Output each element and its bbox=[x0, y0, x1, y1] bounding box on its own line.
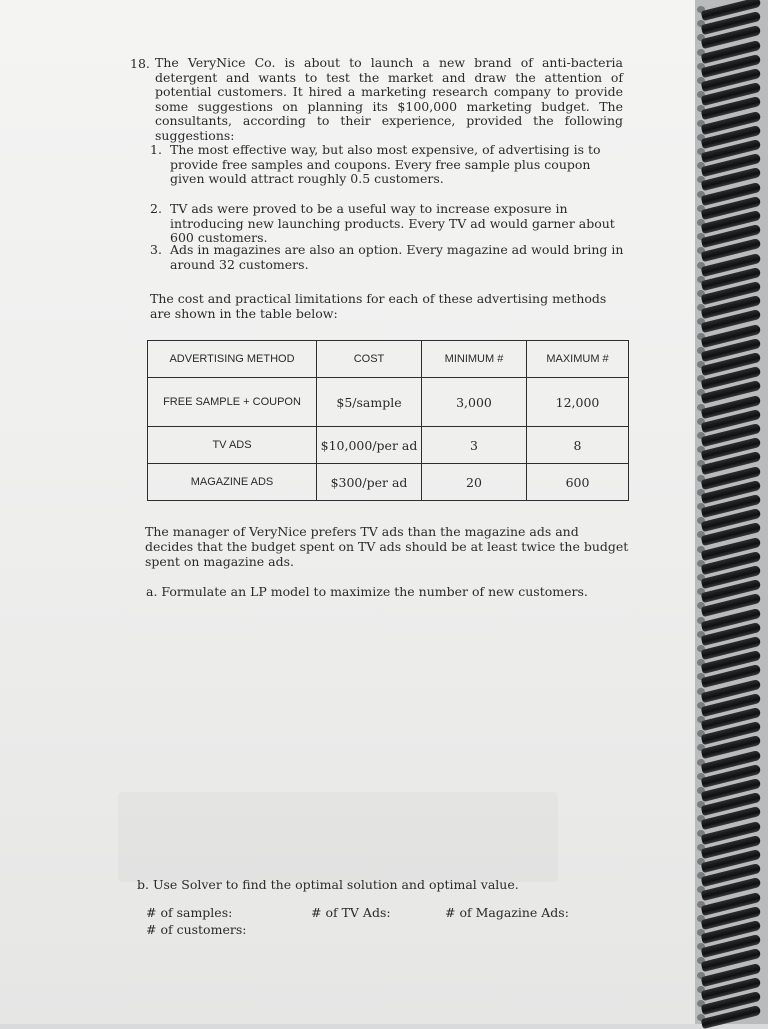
magazine-ads-label: # of Magazine Ads: bbox=[445, 905, 569, 920]
column-header: MINIMUM # bbox=[422, 341, 527, 378]
suggestion-number: 3. bbox=[150, 242, 162, 257]
show-through-shadow bbox=[118, 792, 558, 882]
manager-preference: The manager of VeryNice prefers TV ads than the magazine ads and decides that the budget spent on TV ads should be at least twice the budget spent on magazine ads. bbox=[145, 524, 629, 569]
samples-label: # of samples: bbox=[146, 905, 233, 920]
method-cell: FREE SAMPLE + COUPON bbox=[148, 378, 317, 427]
suggestion-number: 2. bbox=[150, 201, 162, 216]
maximum-cell: 12,000 bbox=[527, 378, 629, 427]
part-a-question: a. Formulate an LP model to maximize the number of new customers. bbox=[146, 584, 588, 599]
minimum-cell: 3,000 bbox=[422, 378, 527, 427]
question-number: 18. bbox=[130, 56, 150, 71]
column-header: COST bbox=[317, 341, 422, 378]
cost-table-intro: The cost and practical limitations for each of these advertising methods are shown in the table below: bbox=[150, 291, 607, 321]
method-cell: TV ADS bbox=[148, 427, 317, 464]
cost-cell: $300/per ad bbox=[317, 464, 422, 501]
table-header-row bbox=[148, 341, 629, 378]
maximum-cell: 8 bbox=[527, 427, 629, 464]
customers-label: # of customers: bbox=[146, 922, 247, 937]
cost-cell: $10,000/per ad bbox=[317, 427, 422, 464]
advertising-cost-table bbox=[147, 340, 629, 501]
suggestion-text: The most effective way, but also most expensive, of advertising is to provide free samples and coupons. Every free sample plus coupon given would attract roughly 0.5 customers. bbox=[170, 142, 601, 187]
suggestion-2 bbox=[150, 202, 625, 246]
column-header: ADVERTISING METHOD bbox=[148, 341, 317, 378]
suggestion-number: 1. bbox=[150, 142, 162, 157]
maximum-cell: 600 bbox=[527, 464, 629, 501]
suggestion-3 bbox=[150, 243, 625, 272]
suggestion-text: TV ads were proved to be a useful way to increase exposure in introducing new launching products. Every TV ad would garner about 600 customers. bbox=[170, 201, 615, 246]
part-b-question: b. Use Solver to find the optimal solution and optimal value. bbox=[137, 877, 519, 892]
tv-ads-label: # of TV Ads: bbox=[311, 905, 391, 920]
table-row bbox=[148, 464, 629, 501]
suggestion-1 bbox=[150, 143, 625, 187]
table-row bbox=[148, 378, 629, 427]
spiral-binding bbox=[695, 0, 768, 1024]
column-header: MAXIMUM # bbox=[527, 341, 629, 378]
suggestion-text: Ads in magazines are also an option. Every magazine ad would bring in around 32 customers. bbox=[170, 242, 624, 272]
minimum-cell: 3 bbox=[422, 427, 527, 464]
cost-cell: $5/sample bbox=[317, 378, 422, 427]
table-row bbox=[148, 427, 629, 464]
method-cell: MAGAZINE ADS bbox=[148, 464, 317, 501]
minimum-cell: 20 bbox=[422, 464, 527, 501]
problem-intro: The VeryNice Co. is about to launch a new brand of anti-bacteria detergent and wants to test the market and draw the attention of potential customers. It hired a marketing research company to provide some suggestions on planning its $100,000 marketing budget. The consultants, according to their experience, provided the following suggestions: bbox=[155, 55, 623, 143]
